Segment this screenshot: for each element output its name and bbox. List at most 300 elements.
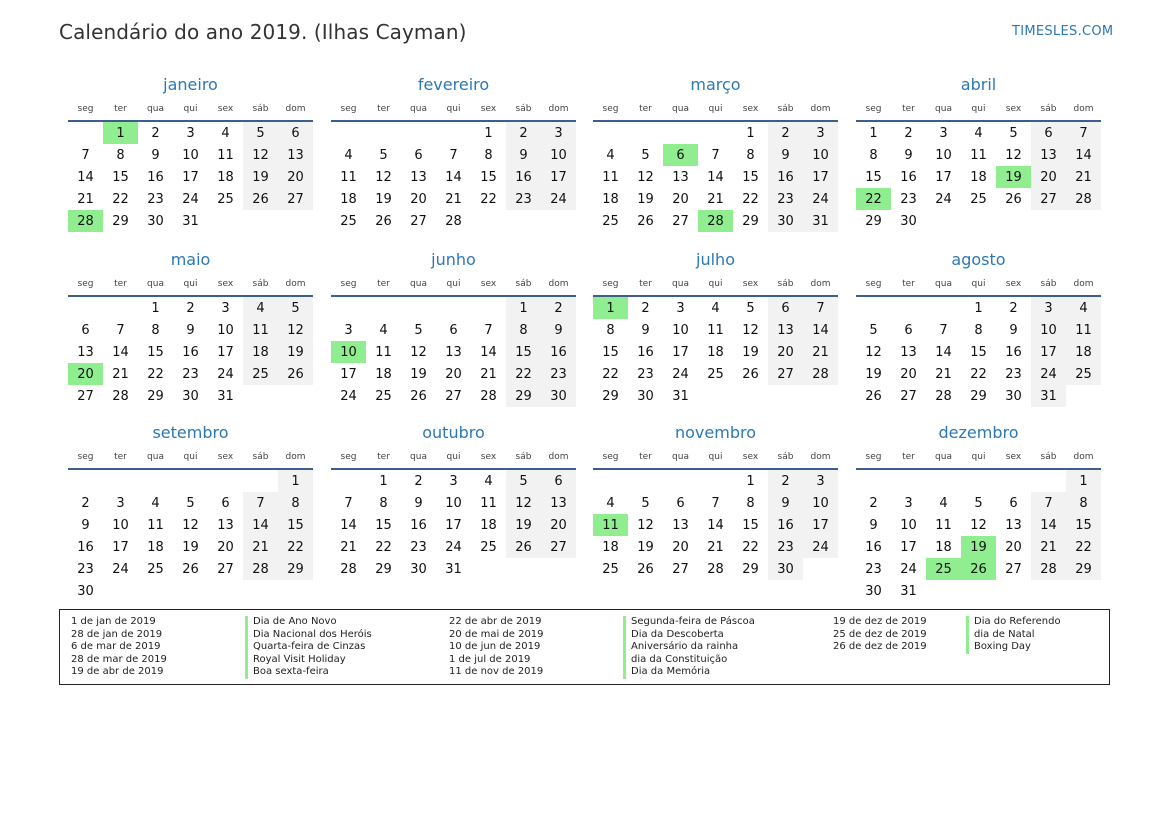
week-row — [68, 492, 313, 514]
weekday-header: sáb — [768, 277, 803, 296]
week-row — [331, 121, 576, 144]
weekday-header: dom — [541, 277, 576, 296]
day-cell: 28 — [243, 558, 278, 580]
empty-cell — [1031, 580, 1066, 602]
day-cell: 18 — [602, 539, 619, 555]
weekday-header: sáb — [1031, 277, 1066, 296]
weekday-header: qua — [663, 277, 698, 296]
holiday-day-cell: 28 — [698, 210, 733, 232]
week-row — [593, 296, 838, 319]
day-cell: 27 — [1005, 561, 1022, 577]
day-cell: 26 — [637, 213, 654, 229]
day-cell: 2 — [151, 125, 160, 141]
empty-cell — [541, 210, 576, 232]
day-cell: 14 — [1031, 514, 1066, 536]
day-cell: 25 — [147, 561, 164, 577]
day-cell: 1 — [278, 469, 313, 492]
day-cell: 17 — [935, 169, 952, 185]
day-cell: 24 — [340, 388, 357, 404]
day-cell: 12 — [278, 319, 313, 341]
day-cell: 17 — [112, 539, 129, 555]
day-cell: 4 — [151, 495, 160, 511]
weekday-header: qui — [173, 450, 208, 469]
weekday-header: sex — [208, 277, 243, 296]
day-cell: 11 — [375, 344, 392, 360]
day-cell: 1 — [506, 296, 541, 319]
weekday-header: qui — [173, 277, 208, 296]
day-cell: 11 — [480, 495, 497, 511]
day-cell: 7 — [803, 296, 838, 319]
empty-cell — [1031, 210, 1066, 232]
day-cell: 11 — [707, 322, 724, 338]
day-cell: 18 — [707, 344, 724, 360]
day-cell: 7 — [116, 322, 125, 338]
day-cell: 21 — [340, 539, 357, 555]
month-table — [331, 277, 576, 407]
day-cell: 29 — [742, 213, 759, 229]
weekday-header: qua — [663, 102, 698, 121]
weekday-header: qua — [138, 102, 173, 121]
day-cell: 31 — [672, 388, 689, 404]
week-row — [593, 492, 838, 514]
empty-cell — [1066, 210, 1101, 232]
day-cell: 13 — [77, 344, 94, 360]
day-cell: 22 — [742, 191, 759, 207]
day-cell: 23 — [182, 366, 199, 382]
month-table — [593, 277, 838, 407]
week-row — [68, 514, 313, 536]
day-cell: 14 — [77, 169, 94, 185]
empty-cell — [278, 385, 313, 407]
week-row — [68, 144, 313, 166]
month-name: setembro — [152, 423, 229, 442]
day-cell: 14 — [445, 169, 462, 185]
weekday-header: seg — [331, 450, 366, 469]
day-cell: 7 — [1066, 121, 1101, 144]
empty-cell — [331, 296, 366, 319]
day-cell: 12 — [637, 169, 654, 185]
day-cell: 8 — [869, 147, 878, 163]
day-cell: 1 — [746, 473, 755, 489]
day-cell: 1 — [869, 125, 878, 141]
day-cell: 22 — [112, 191, 129, 207]
day-cell: 28 — [707, 561, 724, 577]
day-cell: 3 — [221, 300, 230, 316]
empty-cell — [68, 469, 103, 492]
day-cell: 23 — [637, 366, 654, 382]
month-name: abril — [960, 75, 997, 94]
holiday-day-cell: 25 — [926, 558, 961, 580]
day-cell: 27 — [445, 388, 462, 404]
day-cell: 31 — [900, 583, 917, 599]
month-name: janeiro — [163, 75, 218, 94]
empty-cell — [243, 580, 278, 602]
day-cell: 8 — [1066, 492, 1101, 514]
holiday-day-cell: 11 — [593, 514, 628, 536]
day-cell: 18 — [243, 341, 278, 363]
day-cell: 8 — [151, 322, 160, 338]
week-row — [856, 121, 1101, 144]
empty-cell — [103, 296, 138, 319]
day-cell: 13 — [1005, 517, 1022, 533]
day-cell: 30 — [1005, 388, 1022, 404]
day-cell: 27 — [672, 561, 689, 577]
day-cell: 20 — [541, 514, 576, 536]
day-cell: 22 — [970, 366, 987, 382]
day-cell: 29 — [278, 558, 313, 580]
month-maio — [68, 249, 313, 407]
day-cell: 15 — [480, 169, 497, 185]
legend-holiday-name: Boa sexta-feira — [245, 666, 372, 679]
empty-cell — [961, 469, 996, 492]
day-cell: 17 — [340, 366, 357, 382]
day-cell: 28 — [112, 388, 129, 404]
day-cell: 4 — [606, 147, 615, 163]
weekday-header: qua — [401, 450, 436, 469]
day-cell: 15 — [602, 344, 619, 360]
day-cell: 13 — [410, 169, 427, 185]
week-row — [331, 558, 576, 580]
day-cell: 7 — [344, 495, 353, 511]
day-cell: 16 — [865, 539, 882, 555]
day-cell: 1 — [746, 125, 755, 141]
weekday-header: qua — [926, 277, 961, 296]
weekday-header: dom — [278, 102, 313, 121]
day-cell: 10 — [445, 495, 462, 511]
week-row — [593, 144, 838, 166]
legend-holiday-name: dia da Constituição — [623, 654, 755, 667]
day-cell: 25 — [707, 366, 724, 382]
day-cell: 30 — [768, 210, 803, 232]
month-novembro — [593, 422, 838, 580]
week-row — [593, 121, 838, 144]
day-cell: 15 — [506, 341, 541, 363]
day-cell: 20 — [217, 539, 234, 555]
day-cell: 31 — [803, 210, 838, 232]
day-cell: 16 — [147, 169, 164, 185]
day-cell: 26 — [410, 388, 427, 404]
day-cell: 24 — [803, 536, 838, 558]
day-cell: 4 — [974, 125, 983, 141]
day-cell: 21 — [707, 539, 724, 555]
legend-holiday-name: Dia da Descoberta — [623, 629, 755, 642]
day-cell: 25 — [243, 363, 278, 385]
legend-date: 25 de dez de 2019 — [833, 628, 927, 640]
day-cell: 12 — [1005, 147, 1022, 163]
day-cell: 15 — [278, 514, 313, 536]
empty-cell — [1031, 469, 1066, 492]
day-cell: 23 — [77, 561, 94, 577]
weekday-header: ter — [366, 102, 401, 121]
empty-cell — [278, 580, 313, 602]
empty-cell — [698, 469, 733, 492]
day-cell: 2 — [541, 296, 576, 319]
week-row — [331, 536, 576, 558]
week-row — [68, 188, 313, 210]
empty-cell — [768, 385, 803, 407]
week-row — [593, 558, 838, 580]
week-row — [593, 469, 838, 492]
day-cell: 31 — [182, 213, 199, 229]
day-cell: 17 — [182, 169, 199, 185]
day-cell: 4 — [484, 473, 493, 489]
week-row — [68, 363, 313, 385]
day-cell: 21 — [243, 536, 278, 558]
weekday-header: sex — [996, 450, 1031, 469]
day-cell: 12 — [375, 169, 392, 185]
day-cell: 21 — [112, 366, 129, 382]
day-cell: 3 — [939, 125, 948, 141]
day-cell: 26 — [742, 366, 759, 382]
brand-link[interactable]: TIMESLES.COM — [1012, 24, 1114, 39]
day-cell: 22 — [147, 366, 164, 382]
day-cell: 2 — [186, 300, 195, 316]
week-row — [68, 558, 313, 580]
empty-cell — [593, 469, 628, 492]
weekday-header: sex — [996, 277, 1031, 296]
day-cell: 8 — [506, 319, 541, 341]
day-cell: 23 — [147, 191, 164, 207]
day-cell: 18 — [375, 366, 392, 382]
weekday-header: ter — [103, 450, 138, 469]
empty-cell — [856, 296, 891, 319]
day-cell: 4 — [606, 495, 615, 511]
day-cell: 13 — [768, 319, 803, 341]
day-cell: 27 — [1031, 188, 1066, 210]
day-cell: 9 — [414, 495, 423, 511]
day-cell: 9 — [81, 517, 90, 533]
weekday-header: dom — [803, 102, 838, 121]
day-cell: 11 — [147, 517, 164, 533]
empty-cell — [208, 580, 243, 602]
day-cell: 2 — [768, 469, 803, 492]
day-cell: 23 — [768, 536, 803, 558]
day-cell: 7 — [711, 495, 720, 511]
month-name: maio — [170, 250, 211, 269]
month-outubro — [331, 422, 576, 580]
weekday-header: seg — [68, 102, 103, 121]
day-cell: 15 — [112, 169, 129, 185]
legend-holiday-name: Dia Nacional dos Heróis — [245, 629, 372, 642]
day-cell: 27 — [768, 363, 803, 385]
day-cell: 29 — [602, 388, 619, 404]
empty-cell — [628, 469, 663, 492]
month-abril — [856, 74, 1101, 232]
holiday-day-cell: 26 — [961, 558, 996, 580]
day-cell: 4 — [939, 495, 948, 511]
legend-date: 10 de jun de 2019 — [449, 641, 541, 652]
day-cell: 24 — [672, 366, 689, 382]
day-cell: 8 — [746, 495, 755, 511]
day-cell: 24 — [541, 188, 576, 210]
day-cell: 14 — [707, 517, 724, 533]
day-cell: 19 — [865, 366, 882, 382]
legend-holiday-name: Dia de Ano Novo — [245, 616, 372, 629]
week-row — [331, 210, 576, 232]
week-row — [68, 166, 313, 188]
weekday-header: sex — [733, 277, 768, 296]
weekday-header: qua — [663, 450, 698, 469]
month-name: dezembro — [938, 423, 1019, 442]
week-row — [593, 341, 838, 363]
day-cell: 30 — [182, 388, 199, 404]
day-cell: 12 — [637, 517, 654, 533]
day-cell: 4 — [221, 125, 230, 141]
day-cell: 30 — [77, 583, 94, 599]
empty-cell — [366, 296, 401, 319]
day-cell: 6 — [221, 495, 230, 511]
day-cell: 23 — [410, 539, 427, 555]
day-cell: 16 — [506, 166, 541, 188]
day-cell: 23 — [865, 561, 882, 577]
empty-cell — [138, 580, 173, 602]
day-cell: 27 — [541, 536, 576, 558]
day-cell: 8 — [974, 322, 983, 338]
day-cell: 11 — [602, 169, 619, 185]
week-row — [331, 166, 576, 188]
empty-cell — [173, 580, 208, 602]
day-cell: 6 — [904, 322, 913, 338]
day-cell: 16 — [900, 169, 917, 185]
day-cell: 9 — [904, 147, 913, 163]
day-cell: 20 — [672, 191, 689, 207]
day-cell: 4 — [711, 300, 720, 316]
day-cell: 15 — [742, 169, 759, 185]
day-cell: 25 — [970, 191, 987, 207]
weekday-header: qui — [961, 450, 996, 469]
day-cell: 19 — [506, 514, 541, 536]
day-cell: 30 — [147, 213, 164, 229]
week-row — [856, 144, 1101, 166]
weekday-header: ter — [103, 277, 138, 296]
day-cell: 11 — [1066, 319, 1101, 341]
weekday-header: sáb — [506, 450, 541, 469]
day-cell: 10 — [803, 144, 838, 166]
weekday-header: dom — [278, 277, 313, 296]
legend-date: 6 de mar de 2019 — [71, 641, 161, 652]
day-cell: 21 — [707, 191, 724, 207]
legend-date: 28 de mar de 2019 — [71, 653, 167, 665]
empty-cell — [471, 210, 506, 232]
day-cell: 26 — [243, 188, 278, 210]
day-cell: 2 — [869, 495, 878, 511]
day-cell: 17 — [445, 517, 462, 533]
day-cell: 10 — [112, 517, 129, 533]
day-cell: 29 — [970, 388, 987, 404]
empty-cell — [401, 296, 436, 319]
day-cell: 10 — [900, 517, 917, 533]
day-cell: 30 — [410, 561, 427, 577]
day-cell: 7 — [243, 492, 278, 514]
empty-cell — [628, 121, 663, 144]
day-cell: 12 — [243, 144, 278, 166]
empty-cell — [926, 296, 961, 319]
month-name: julho — [696, 250, 735, 269]
weekday-header: qui — [436, 277, 471, 296]
day-cell: 21 — [803, 341, 838, 363]
day-cell: 2 — [904, 125, 913, 141]
empty-cell — [278, 210, 313, 232]
day-cell: 5 — [974, 495, 983, 511]
day-cell: 22 — [278, 536, 313, 558]
day-cell: 4 — [379, 322, 388, 338]
day-cell: 19 — [637, 539, 654, 555]
day-cell: 29 — [375, 561, 392, 577]
day-cell: 2 — [414, 473, 423, 489]
day-cell: 3 — [449, 473, 458, 489]
holiday-day-cell: 19 — [996, 166, 1031, 188]
day-cell: 8 — [278, 492, 313, 514]
day-cell: 11 — [243, 319, 278, 341]
legend-holiday-name: Dia da Memória — [623, 666, 755, 679]
day-cell: 8 — [746, 147, 755, 163]
day-cell: 2 — [81, 495, 90, 511]
month-julho — [593, 249, 838, 407]
day-cell: 9 — [506, 144, 541, 166]
day-cell: 6 — [81, 322, 90, 338]
day-cell: 7 — [939, 322, 948, 338]
day-cell: 29 — [742, 561, 759, 577]
day-cell: 15 — [970, 344, 987, 360]
day-cell: 20 — [445, 366, 462, 382]
empty-cell — [663, 469, 698, 492]
day-cell: 25 — [375, 388, 392, 404]
day-cell: 5 — [414, 322, 423, 338]
legend-date: 20 de mai de 2019 — [449, 628, 544, 640]
week-row — [593, 319, 838, 341]
day-cell: 9 — [151, 147, 160, 163]
month-table — [331, 102, 576, 232]
weekday-header: qua — [401, 277, 436, 296]
day-cell: 24 — [803, 188, 838, 210]
day-cell: 16 — [541, 341, 576, 363]
empty-cell — [803, 385, 838, 407]
day-cell: 4 — [344, 147, 353, 163]
holiday-day-cell: 19 — [961, 536, 996, 558]
holiday-day-cell: 20 — [68, 363, 103, 385]
day-cell: 21 — [1066, 166, 1101, 188]
day-cell: 4 — [243, 296, 278, 319]
day-cell: 7 — [81, 147, 90, 163]
week-row — [331, 363, 576, 385]
weekday-header: dom — [541, 102, 576, 121]
weekday-header: qua — [926, 450, 961, 469]
month-table — [856, 450, 1101, 602]
weekday-header: ter — [628, 450, 663, 469]
month-table — [68, 450, 313, 602]
day-cell: 19 — [278, 341, 313, 363]
day-cell: 18 — [602, 191, 619, 207]
day-cell: 5 — [379, 147, 388, 163]
day-cell: 6 — [449, 322, 458, 338]
day-cell: 24 — [112, 561, 129, 577]
weekday-header: qui — [698, 450, 733, 469]
day-cell: 13 — [217, 517, 234, 533]
empty-cell — [208, 210, 243, 232]
weekday-header: sáb — [1031, 102, 1066, 121]
day-cell: 26 — [375, 213, 392, 229]
weekday-header: ter — [628, 102, 663, 121]
day-cell: 29 — [506, 385, 541, 407]
week-row — [593, 536, 838, 558]
day-cell: 15 — [742, 517, 759, 533]
day-cell: 13 — [541, 492, 576, 514]
day-cell: 2 — [641, 300, 650, 316]
day-cell: 29 — [112, 213, 129, 229]
day-cell: 22 — [742, 539, 759, 555]
day-cell: 5 — [1009, 125, 1018, 141]
day-cell: 28 — [803, 363, 838, 385]
